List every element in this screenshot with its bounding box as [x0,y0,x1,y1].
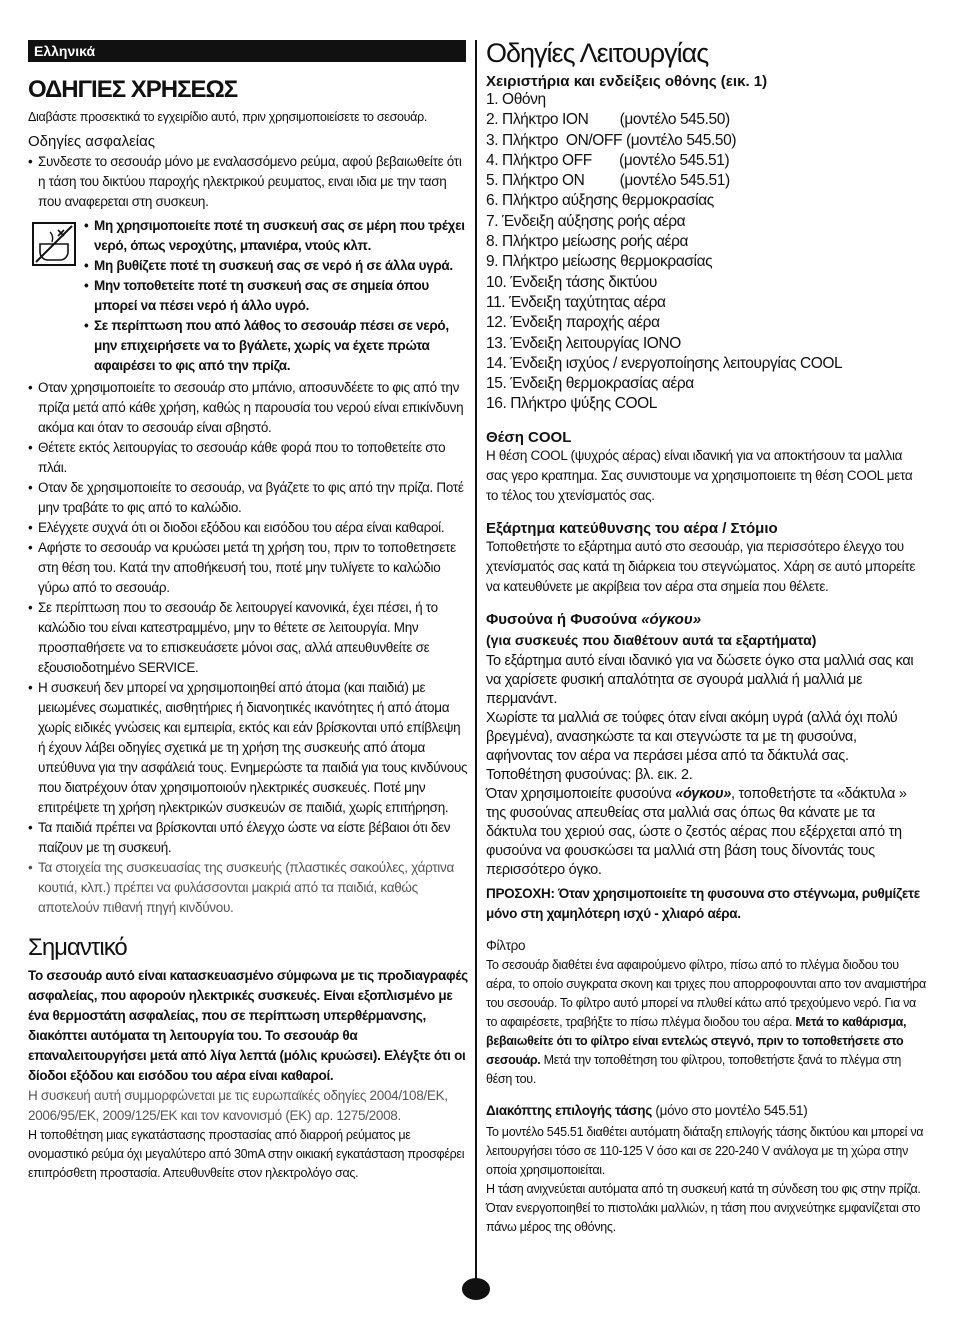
control-item: 11. Ένδειξη ταχύτητας αέρα [486,293,666,311]
safety-bullet: • Συνδεστε το σεσουάρ μόνο με εναλασσόμενο ρεύμα, αφού βεβαιωθείτε ότι η τάση του δικτύου παροχής ηλεκτρικού ρευματος, ειναι ιδια με την ταση που αναφερεται στη συσκευη. [28,152,468,212]
safety-bullet: • Τα παιδιά πρέπει να βρίσκονται υπό έλεγχο ώστε να είστε βέβαιοι ότι δεν παίζουν με τη συσκευή. [28,818,468,858]
filter-heading: Φίλτρο [486,937,526,953]
warning-item: • Μην τοποθετείτε ποτέ τη συσκευή σας σε σημεία όπου μπορεί να πέσει νερό ή άλλο υγρό. [84,276,468,316]
diffuser-heading-volume: «όγκου» [641,610,702,628]
warning-item: • Σε περίπτωση που από λάθος το σεσουάρ πέσει σε νερό, μην επιχειρήσετε να το βγάλετε, χωρίς να έχετε πρώτα αφαιρέσει το φις από την πρίζα. [84,316,468,376]
control-item: 4. Πλήκτρο OFF (μοντέλο 545.51) [486,151,730,169]
diffuser-heading [486,611,926,628]
voltage-text: Το μοντέλο 545.51 διαθέτει αυτόματη διάταξη επιλογής τάσης δικτύου και μπορεί να λειτουργήσει τόσο σε 110-125 V όσο και σε 220-240 V ανάλογα με τη χώρα στην οποία χρησιμοποιείται. [486,1124,924,1177]
controls-list [486,90,926,415]
rcd-text: Η τοποθέτηση μιας εγκατάστασης προστασίας από διαρροή ρεύματος με ονομαστικό ρεύμα όχι μεγαλύτερο από 30mA στην οικιακή εγκατάσταση προσφέρει επιπρόσθετη προστασία. Απευθυνθείτε στον ηλεκτρολόγο σας. [28,1128,465,1180]
control-item: 10. Ένδειξη τάσης δικτύου [486,273,657,291]
voltage-text: Η τάση ανιχνεύεται αυτόματα από τη συσκευή κατά τη σύνδεση του φις στην πρίζα. Όταν ενεργοποιηθεί το πιστολάκι μαλλιών, η τάση που ανιχνεύτηκε εμφανίζεται στο πάνω μέρος της οθόνης. [486,1181,921,1234]
voltage-heading [486,1101,926,1121]
safety-bullet: • Τα στοιχεία της συσκευασίας της συσκευής (πλαστικές σακούλες, χάρτινα κουτιά, κλπ.) πρέπει να φυλάσσονται μακριά από τα παιδιά, καθώς αποτελούν πιθανή πηγή κινδύνου. [28,858,468,918]
control-item: 5. Πλήκτρο ON (μοντέλο 545.51) [486,172,730,190]
safety-bullet: • Αφήστε το σεσουάρ να κρυώσει μετά τη χρήση του, πριν το τοποθετησετε στη θέση του. Κατά την αποθήκευσή του, ποτέ μην τυλίγετε το καλώδιο γύρω από το σεσουάρ. [28,538,468,598]
control-item: 7. Ένδειξη αύξησης ροής αέρα [486,212,686,230]
control-item: 13. Ένδειξη λειτουργίας ΙΟΝΟ [486,334,681,352]
control-item: 14. Ένδειξη ισχύος / ενεργοποίησης λειτουργίας COOL [486,354,843,372]
voltage-heading-main: Διακόπτης επιλογής τάσης [486,1102,652,1118]
filter-text-tail: Μετά την τοποθέτηση του φίλτρου, τοποθετήστε ξανά το πλέγμα στη θέση του. [486,1052,902,1086]
diffuser-text-a: Όταν χρησιμοποιείτε φυσούνα [486,785,676,802]
diffuser-text-c: , τοποθετήστε τα «δάκτυλα » της φυσούνας απευθείας στα μαλλιά σας όπως θα κάνατε με τα δάκτυλα του χεριού σας, ώστε ο ζεστός αέρας που εξέρχεται από τη φυσούνα να φουσκώσει τα μαλλιά στη βάση τους δίνοντάς τους περισσότερο όγκο. [486,785,907,878]
compliance-text: Η συσκευή αυτή συμμορφώνεται με τις ευρωπαϊκές οδηγίες 2004/108/ΕΚ, 2006/95/ΕΚ, 2009/125/ΕΚ και τον κανονισμό (ΕΚ) αρ. 1275/2008. [28,1088,448,1123]
warning-item: • Μη βυθίζετε ποτέ τη συσκευή σας σε νερό ή σε άλλα υγρά. [84,256,468,276]
control-item: 9. Πλήκτρο μείωσης θερμοκρασίας [486,253,713,271]
control-item: 12. Ένδειξη παροχής αέρα [486,314,660,332]
no-water-warning-icon [32,222,76,266]
cool-text: Η θέση COOL (ψυχρός αέρας) είναι ιδανική για να αποκτήσουν τα μαλλια σας γερο κραπημα. Σας συνιστουμε να χρησιμοποιειτε τη θέση COOL μετα το τέλος του χτενίσματός σας. [486,447,913,503]
page-title: ΟΔΗΓΙΕΣ ΧΡΗΣΕΩΣ [28,76,238,103]
voltage-heading-model: (μόνο στο μοντέλο 545.51) [651,1102,808,1118]
control-item: 8. Πλήκτρο μείωσης ροής αέρα [486,233,689,251]
page-marker [462,1278,490,1300]
language-bar: Ελληνικά [28,40,466,62]
nozzle-heading: Εξάρτημα κατεύθυνσης του αέρα / Στόμιο [486,519,778,537]
controls-heading: Χειριστήρια και ενδείξεις οθόνης (εικ. 1) [486,73,768,90]
safety-bullet: • Οταν δε χρησιμοποιείτε το σεσουάρ, να βγάζετε το φις από την πρίζα. Ποτέ μην τραβάτε το φις από το καλώδιο. [28,478,468,518]
caution-text: ΠΡΟΣΟΧΗ: Όταν χρησιμοποιείτε τη φυσουνα στο στέγνωμα, ρυθμίζετε μόνο στη χαμηλότερη ισχύ - χλιαρό αέρα. [486,885,920,921]
safety-bullet: • Θέτετε εκτός λειτουργίας το σεσουάρ κάθε φορά που το τοποθετείτε στο πλάι. [28,438,468,478]
diffuser-text: Το εξάρτημα αυτό είναι ιδανικό για να δώσετε όγκο στα μαλλιά σας και να χαρίσετε φυσική απαλότητα σε σγουρά μαλλιά ή μαλλιά με περμανάντ. [486,652,914,707]
warning-block [28,216,468,376]
diffuser-text [486,785,926,880]
important-heading: Σημαντικό [28,934,127,961]
cool-heading: Θέση COOL [486,428,572,446]
safety-heading: Οδηγίες ασφαλείας [28,133,156,150]
filter-text-bold: Μετά το καθάρισμα, βεβαιωθείτε ότι το φίλτρο είναι εντελώς στεγνό, πριν το τοποθετήσετε στο σεσουάρ. [486,1014,907,1067]
control-item: 2. Πλήκτρο ION (μοντέλο 545.50) [486,111,730,129]
diffuser-text: Χωρίστε τα μαλλιά σε τούφες όταν είναι ακόμη υγρά (αλλά όχι πολύ βρεγμένα), ανασηκώστε τα και στεγνώστε τα με τη φυσούνα, αφήνοντας τον αέρα να περάσει μέσα από τα δάκτυλά σας. [486,709,898,764]
safety-bullet: • Η συσκευή δεν μπορεί να χρησιμοποιηθεί από άτομα (και παιδιά) με μειωμένες σωματικές, αισθητήριες ή διανοητικές ικανότητες ή από άτομα χωρίς ειδικές γνώσεις και εμπειρία, εκτός και εάν βρίσκονται υπό επίβλεψη ή έχουν λάβει οδηγίες σχετικά με τη χρήση της συσκευής από άτομα υπεύθυνα για την ασφάλειά τους. Ενημερώστε τα παιδιά για τους κινδύνους που διατρέχουν όταν χρησιμοποιούν ηλεκτρικές συσκευές. Ποτέ μην επιτρέψετε τη χρήση ηλεκτρικών συσκευών σε παιδιά, χωρίς επιτήρηση. [28,678,468,818]
operating-title: Οδηγίες Λειτουργίας [486,38,709,68]
intro-text: Διαβάστε προσεκτικά το εγχειρίδιο αυτό, πριν χρησιμοποιείσετε το σεσουάρ. [28,110,428,124]
warning-item: • Μη χρησιμοποιείτε ποτέ τη συσκευή σας σε μέρη που τρέχει νερό, όπως νεροχύτης, μπανιέρα, ντούς κλπ. [84,216,468,256]
diffuser-heading-main: Φυσούνα ή Φυσούνα [486,610,642,628]
control-item: 16. Πλήκτρο ψύξης COOL [486,395,658,413]
safety-bullet: • Σε περίπτωση που το σεσουάρ δε λειτουργεί κανονικά, έχει πέσει, ή το καλώδιο του είναι κατεστραμμένο, μην το θέτετε σε λειτουργία. Μην προσπαθήσετε να το επισκευάσετε μόνοι σας, αλλά απευθυνθείτε σε εξουσιοδοτημένο SERVICE. [28,598,468,678]
column-divider [475,40,477,1280]
filter-text-main: Το σεσουάρ διαθέτει ένα αφαιρούμενο φίλτρο, πίσω από το πλέγμα διοδου του αέρα, το οποίο συγκρατα σκονη και τριχες που απορροφουνται απο τον αναμιστήρα του σεσουάρ. Το φίλτρο αυτό μπορεί να πλυθεί κάτω από τρεχούμενο νερό. Για να το αφαιρέσετε, τραβήξτε το πίσω πλέγμα διοδου του αέρα. [486,957,926,1029]
diffuser-text-volume: «όγκου» [675,785,732,802]
diffuser-subheading: (για συσκευές που διαθέτουν αυτά τα εξαρτήματα) [486,631,817,648]
control-item: 15. Ένδειξη θερμοκρασίας αέρα [486,375,694,393]
control-item: 1. Οθόνη [486,91,546,108]
control-item: 6. Πλήκτρο αύξησης θερμοκρασίας [486,192,714,210]
nozzle-text: Τοποθετήστε το εξάρτημα αυτό στο σεσουάρ, για περισσότερο έλεγχο του χτενίσματός σας κατά τη διάρκεια του στεγνώματος. Χάρη σε αυτό μπορείτε να κατευθύνετε με ακρίβεια τον αέρα στα σημεία που θέλετε. [486,538,916,594]
diffuser-text: Τοποθέτηση φυσούνας: βλ. εικ. 2. [486,766,693,783]
important-text: Το σεσουάρ αυτό είναι κατασκευασμένο σύμφωνα με τις προδιαγραφές ασφαλείας, που αφορούν ηλεκτρικές συσκευές. Είναι εξοπλισμένο με ένα θερμοστάτη ασφαλείας, που σε περίπτωση υπερθέρμανσης, διακόπτει αυτόματα τη λειτουργία του. Το σεσουάρ θα επαναλειτουργήσει μετά από λίγα λεπτά (μόλις κρυώσει). Ελέγξτε ότι οι δίοδοι εξόδου και εισόδου του αέρα είναι καθαροί. [28,968,468,1083]
safety-bullet: • Ελέγχετε συχνά ότι οι διοδοι εξόδου και εισόδου του αέρα είναι καθαροί. [28,518,468,538]
control-item: 3. Πλήκτρο ON/OFF (μοντέλο 545.50) [486,131,737,149]
filter-text [486,956,926,1089]
safety-bullet: • Οταν χρησιμοποιείτε το σεσουάρ στο μπάνιο, αποσυνδέετε το φις από την πρίζα μετά από κάθε χρήση, καθώς η παρουσία του νερού είναι επικίνδυνη ακόμα και όταν το σεσουάρ είναι σβηστό. [28,378,468,438]
